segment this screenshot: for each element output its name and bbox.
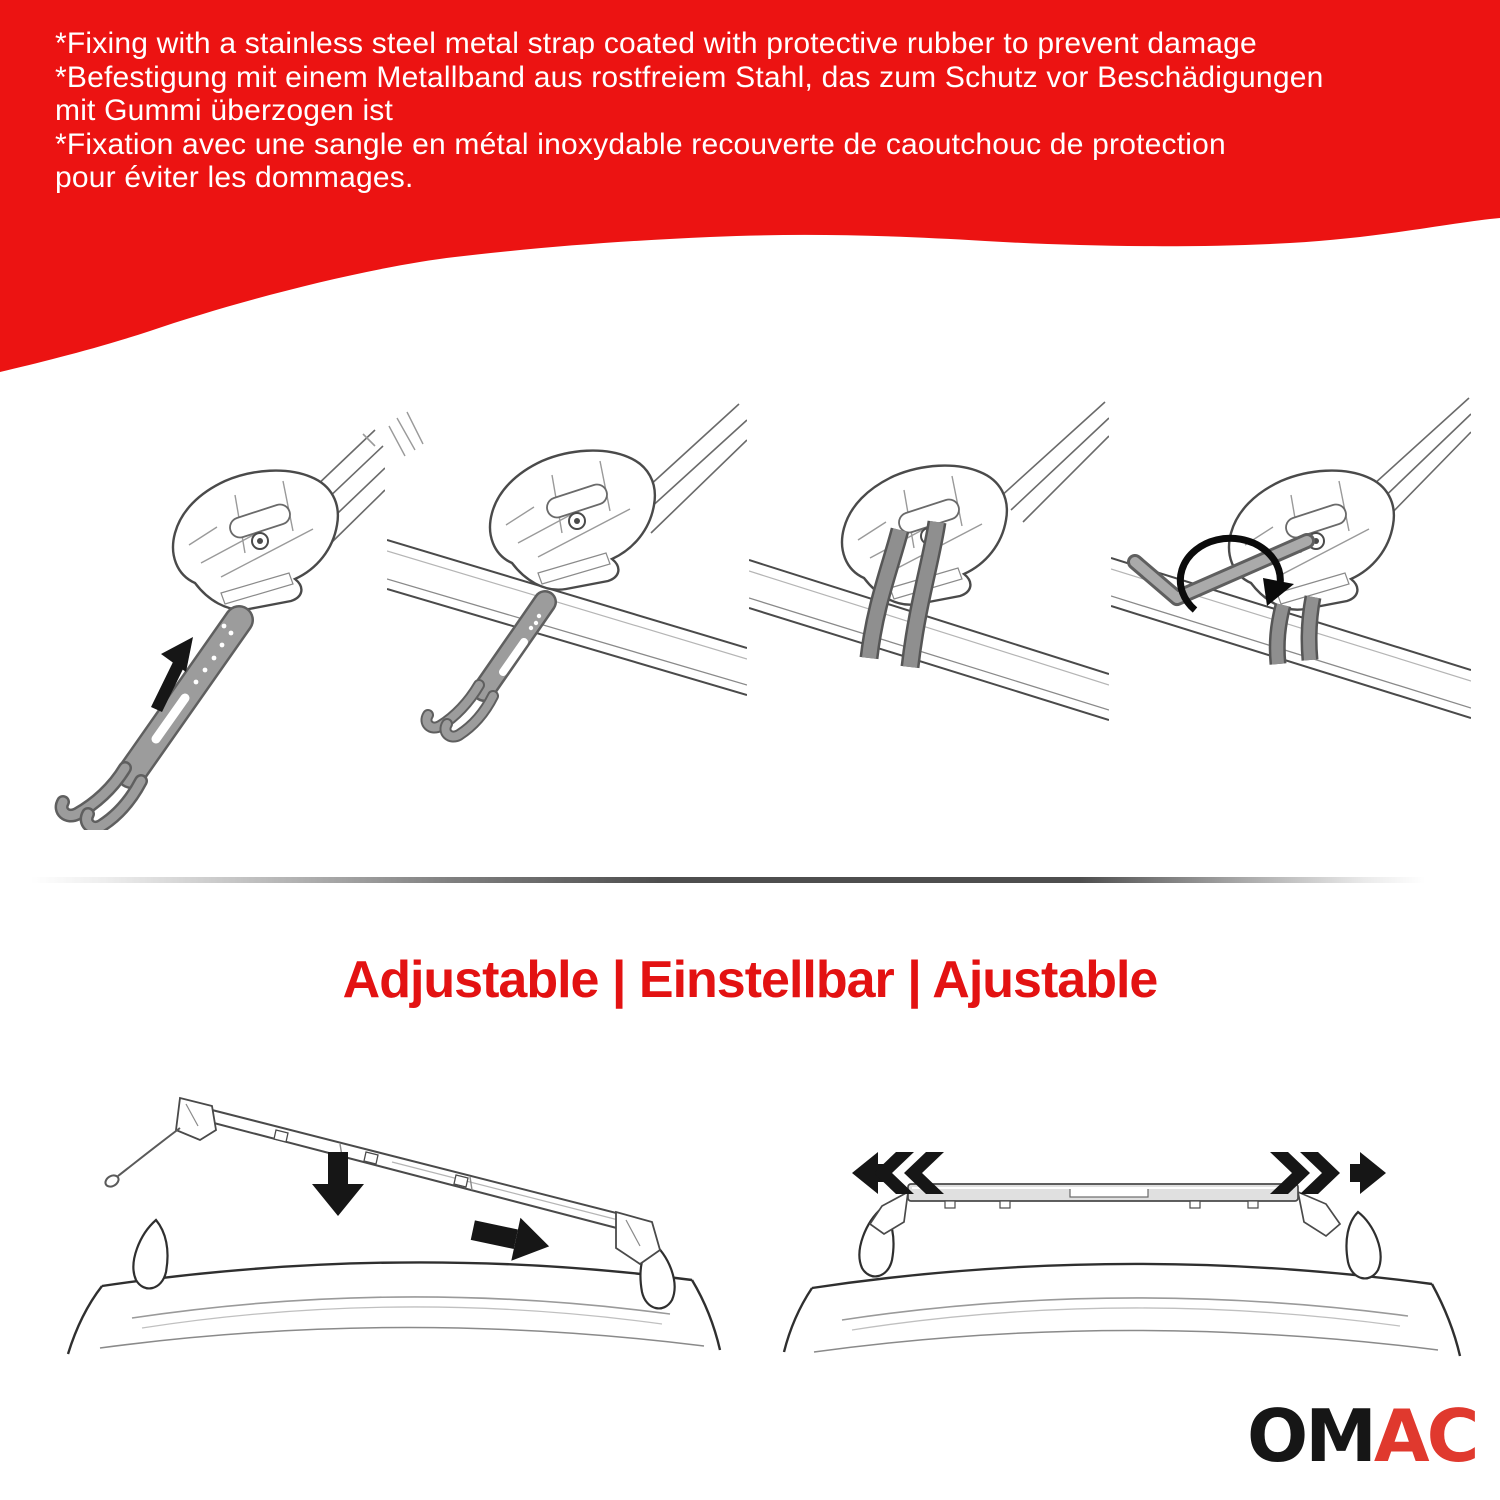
down-arrow-icon [312, 1152, 364, 1216]
banner-text [55, 27, 1323, 195]
step-2-strap-through-rail-diagram [387, 390, 747, 830]
chevrons-right-icon [1270, 1152, 1386, 1194]
chevrons-left-icon [852, 1152, 944, 1194]
step-3-strap-wrapped-diagram [749, 390, 1109, 830]
right-arrow-icon [468, 1209, 553, 1268]
divider-bar [0, 877, 1500, 883]
metal-strap [62, 620, 239, 828]
clamp-foot [490, 451, 655, 590]
crossbar-placement-diagram [40, 1080, 740, 1410]
left-rail-end-cap [133, 1220, 167, 1288]
corner-bar-lines [389, 412, 423, 456]
installation-steps-row [25, 390, 1475, 830]
banner-line-en: *Fixing with a stainless steel metal strap coated with protective rubber to prevent damage [55, 27, 1257, 60]
step-4-tighten-allen-key-diagram [1111, 390, 1471, 830]
omac-logo [1247, 1394, 1477, 1478]
right-rail-end-cap [1346, 1212, 1380, 1278]
crossbar-width-adjust-diagram [770, 1080, 1470, 1410]
crossbar [103, 1098, 660, 1264]
logo-text-om: OM [1247, 1394, 1374, 1478]
step-1-insert-strap-diagram [25, 390, 385, 830]
clamp-foot [173, 471, 338, 610]
banner-line-de-1: *Befestigung mit einem Metallband aus rostfreiem Stahl, das zum Schutz vor Beschädigungen [55, 60, 1324, 94]
adjustable-heading: Adjustable | Einstellbar | Ajustable [342, 951, 1158, 1009]
crossbar-lines [999, 402, 1109, 522]
banner-line-de-2: mit Gummi überzogen ist [55, 94, 394, 127]
banner-line-fr-1: *Fixation avec une sangle en métal inoxydable recouverte de caoutchouc de protection [55, 127, 1226, 161]
banner-line-fr-2: pour éviter les dommages. [55, 161, 414, 194]
logo-text-ac: AC [1373, 1394, 1477, 1478]
metal-strap [426, 602, 545, 737]
